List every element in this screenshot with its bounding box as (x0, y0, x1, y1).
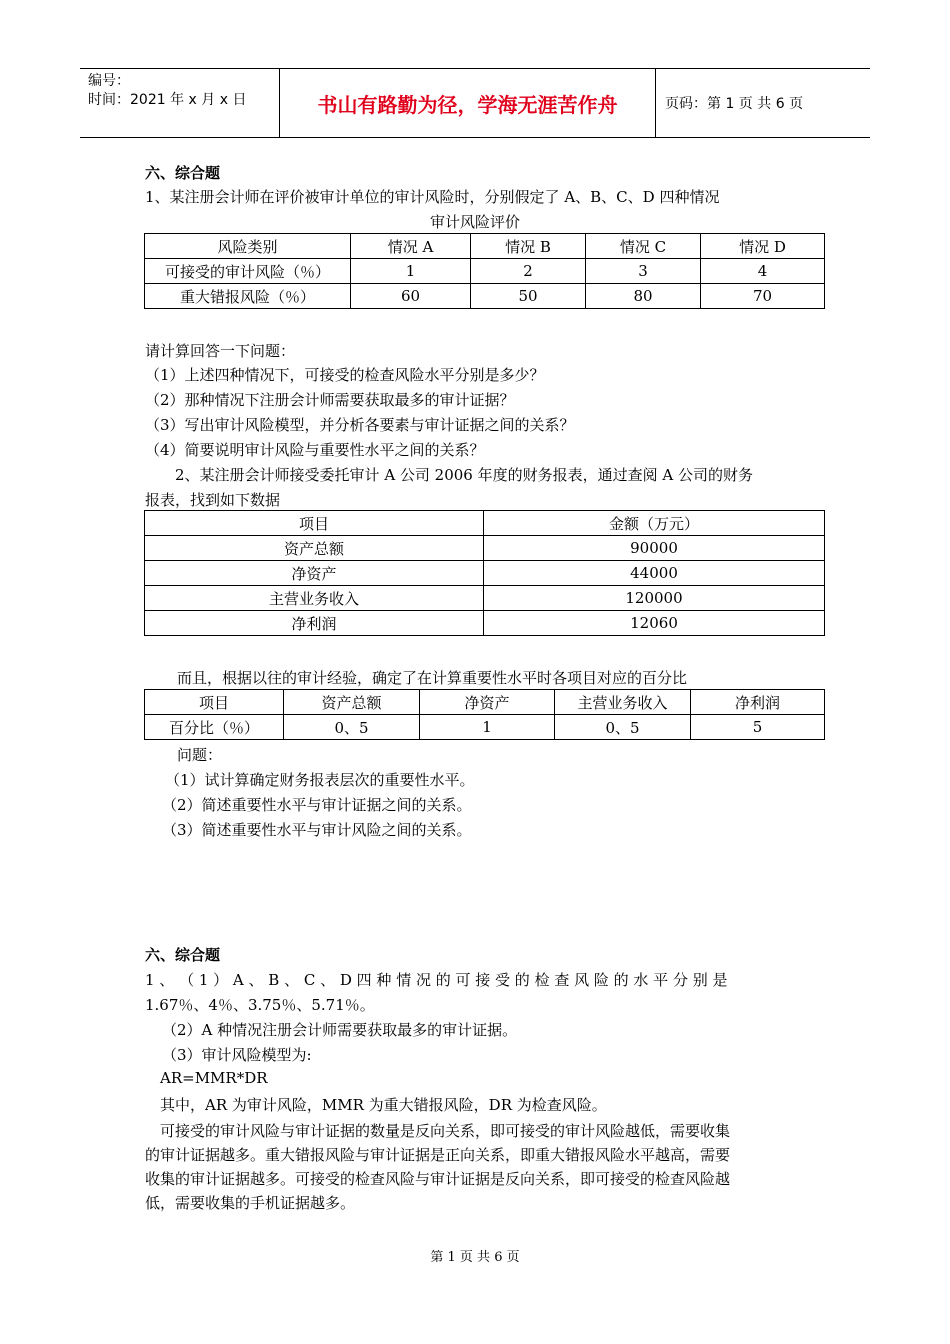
q1-question: （1）上述四种情况下，可接受的检查风险水平分别是多少？ (145, 366, 545, 384)
table-cell: 60 (351, 284, 471, 309)
table-cell: 净资产 (145, 561, 484, 586)
table-cell: 3 (586, 259, 701, 284)
table-cell: 4 (701, 259, 825, 284)
q1-prompt: 请计算回答一下问题： (145, 342, 296, 360)
q2-intro: 2、某注册会计师接受委托审计 A 公司 2006 年度的财务报表，通过查阅 A 公司的财务 (175, 466, 753, 484)
table-row (145, 586, 825, 611)
explanation-line: 可接受的审计风险与审计证据的数量是反向关系，即可接受的审计风险越低，需要收集 (160, 1122, 731, 1140)
q1-question: （3）写出审计风险模型，并分析各要素与审计证据之间的关系？ (145, 416, 575, 434)
table-cell: 主营业务收入 (145, 586, 484, 611)
q1-intro: 1、某注册会计师在评价被审计单位的审计风险时，分别假定了 A、B、C、D 四种情况 (145, 188, 720, 206)
table-row (145, 715, 825, 740)
table-header-cell: 情况 D (701, 234, 825, 259)
answer-1-part2: （2）A 种情况注册会计师需要获取最多的审计证据。 (162, 1021, 518, 1039)
time-label: 时间：2021 年 x 月 x 日 (88, 92, 247, 108)
header-motto: 书山有路勤为径，学海无涯苦作舟 (280, 69, 656, 137)
table-cell: 80 (586, 284, 701, 309)
table-row (145, 259, 825, 284)
answer-1-part3: （3）审计风险模型为: (162, 1046, 312, 1064)
table-cell: 百分比（％） (145, 715, 284, 740)
table1-caption: 审计风险评价 (429, 213, 520, 231)
table-header-cell: 情况 A (351, 234, 471, 259)
explanation-line: 低，需要收集的手机证据越多。 (145, 1194, 356, 1212)
explanation-line: 的审计证据越多。重大错报风险与审计证据是正向关系，即重大错报风险水平越高，需要 (145, 1146, 731, 1164)
table-cell: 资产总额 (145, 536, 484, 561)
table-cell: 1 (420, 715, 555, 740)
table-header-cell: 主营业务收入 (555, 690, 691, 715)
table-cell: 44000 (484, 561, 825, 586)
q2-intro-cont: 报表，找到如下数据 (145, 491, 281, 509)
answer-1-explanation (145, 1119, 807, 1215)
table-header-row (145, 511, 825, 536)
table-cell: 50 (471, 284, 586, 309)
q2-question: （1）试计算确定财务报表层次的重要性水平。 (165, 771, 475, 789)
q2-question: （3）简述重要性水平与审计风险之间的关系。 (162, 821, 472, 839)
table-header-row (145, 234, 825, 259)
table-cell: 5 (691, 715, 825, 740)
table-cell: 1 (351, 259, 471, 284)
audit-risk-formula: AR=MMR*DR (160, 1069, 268, 1087)
table-header-cell: 净资产 (420, 690, 555, 715)
q2-questions-label: 问题： (177, 746, 223, 764)
table-cell: 净利润 (145, 611, 484, 636)
explanation-line: 收集的审计证据越多。可接受的检查风险与审计证据是反向关系，即可接受的检查风险越 (145, 1170, 731, 1188)
table-cell: 12060 (484, 611, 825, 636)
table-cell: 0、5 (284, 715, 420, 740)
table-header-cell: 情况 B (471, 234, 586, 259)
table-row (145, 284, 825, 309)
financial-data-table (144, 510, 825, 636)
formula-definition: 其中，AR 为审计风险，MMR 为重大错报风险，DR 为检查风险。 (160, 1096, 607, 1114)
table-cell: 可接受的审计风险（％） (145, 259, 351, 284)
table-cell: 重大错报风险（％） (145, 284, 351, 309)
table-header-cell: 项目 (145, 690, 284, 715)
answer-section-title: 六、综合题 (145, 946, 221, 964)
q2-percent-intro: 而且，根据以往的审计经验，确定了在计算重要性水平时各项目对应的百分比 (177, 669, 688, 687)
answer-1-line2: 1.67％、4％、3.75％、5.71％。 (145, 996, 375, 1014)
table-header-cell: 项目 (145, 511, 484, 536)
header-page-info: 页码：第 1 页 共 6 页 (665, 96, 804, 112)
table-row (145, 611, 825, 636)
q2-question: （2）简述重要性水平与审计证据之间的关系。 (162, 796, 472, 814)
document-header (80, 68, 870, 138)
q1-question: （2）那种情况下注册会计师需要获取最多的审计证据？ (145, 391, 515, 409)
table-row (145, 561, 825, 586)
table-header-cell: 资产总额 (284, 690, 420, 715)
risk-table (144, 233, 825, 309)
table-cell: 90000 (484, 536, 825, 561)
table-header-cell: 金额（万元） (484, 511, 825, 536)
answer-1-line1: 1 、 （ 1 ） A 、 B 、 C 、 D 四 种 情 况 的 可 接 受 的 检 查 风 险 的 水 平 分 别 是 (145, 971, 728, 989)
q1-question: （4）简要说明审计风险与重要性水平之间的关系？ (145, 441, 485, 459)
table-row (145, 536, 825, 561)
table-cell: 0、5 (555, 715, 691, 740)
serial-label: 编号： (88, 73, 130, 89)
table-cell: 70 (701, 284, 825, 309)
table-cell: 120000 (484, 586, 825, 611)
percentage-table (144, 689, 825, 740)
table-header-cell: 净利润 (691, 690, 825, 715)
table-header-row (145, 690, 825, 715)
question-section-title: 六、综合题 (145, 164, 221, 182)
table-header-cell: 风险类别 (145, 234, 351, 259)
table-cell: 2 (471, 259, 586, 284)
page-footer: 第 1 页 共 6 页 (430, 1250, 520, 1265)
table-header-cell: 情况 C (586, 234, 701, 259)
header-meta (80, 69, 280, 137)
